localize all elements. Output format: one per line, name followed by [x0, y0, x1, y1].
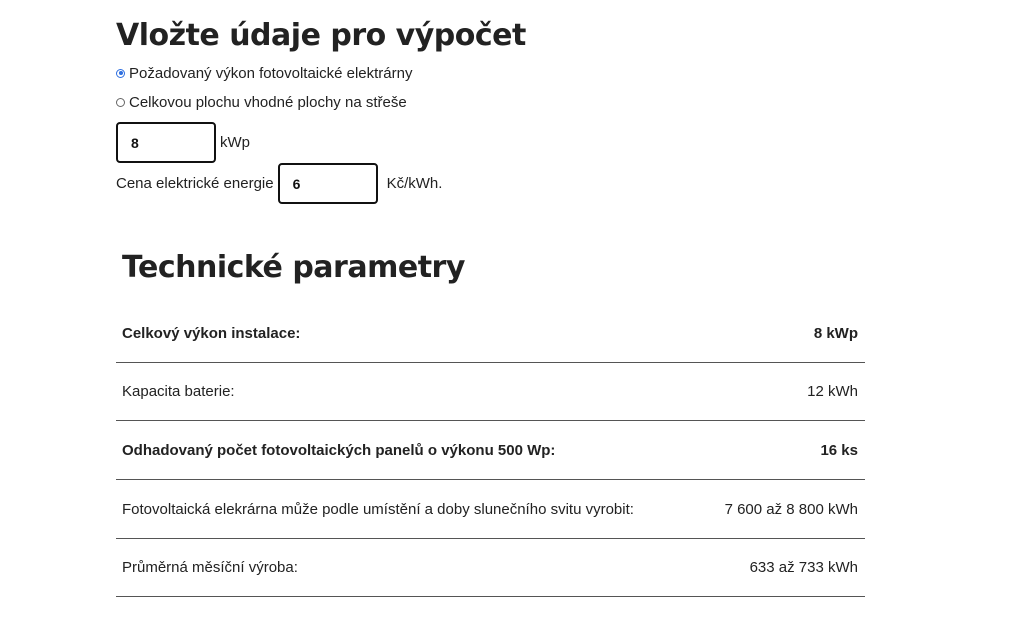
table-row [116, 421, 865, 480]
table-row [116, 304, 865, 363]
power-input[interactable] [116, 122, 216, 163]
calculation-input-form [116, 14, 876, 204]
table-row [116, 539, 865, 597]
row-label-text: Fotovoltaická elekrárna může podle umístění a doby slunečního svitu vyrobit: [122, 500, 634, 518]
row-value: 633 až 733 kWh [712, 539, 865, 597]
row-label: Celkový výkon instalace: [116, 304, 712, 363]
row-value: 16 ks [712, 421, 865, 480]
row-label: Odhadovaný počet fotovoltaických panelů o výkonu 500 Wp: [116, 421, 712, 480]
option-roof-area[interactable] [116, 92, 876, 112]
row-label: Kapacita baterie: [116, 363, 712, 421]
params-title: Technické parametry [122, 250, 465, 285]
power-option-radio[interactable] [116, 69, 125, 78]
power-unit: kWp [220, 134, 250, 151]
table-row [116, 363, 865, 421]
option-power[interactable] [116, 63, 876, 83]
row-label [116, 480, 712, 539]
technical-parameters [116, 245, 865, 597]
form-title: Vložte údaje pro výpočet [116, 18, 526, 53]
roof-area-option-label[interactable]: Celkovou plochu vhodné plochy na střeše [129, 93, 407, 111]
price-input-row [116, 163, 876, 204]
row-value: 12 kWh [712, 363, 865, 421]
row-value: 7 600 až 8 800 kWh [712, 480, 865, 539]
power-option-label[interactable]: Požadovaný výkon fotovoltaické elektrárny [129, 64, 413, 82]
roof-area-option-radio[interactable] [116, 98, 125, 107]
row-label: Průměrná měsíční výroba: [116, 539, 712, 597]
price-unit: Kč/kWh. [386, 175, 443, 192]
table-row [116, 480, 865, 539]
price-input[interactable] [278, 163, 378, 204]
params-table [116, 304, 865, 597]
price-label: Cena elektrické energie [116, 175, 274, 192]
row-value: 8 kWp [712, 304, 865, 363]
power-input-row [116, 122, 876, 163]
